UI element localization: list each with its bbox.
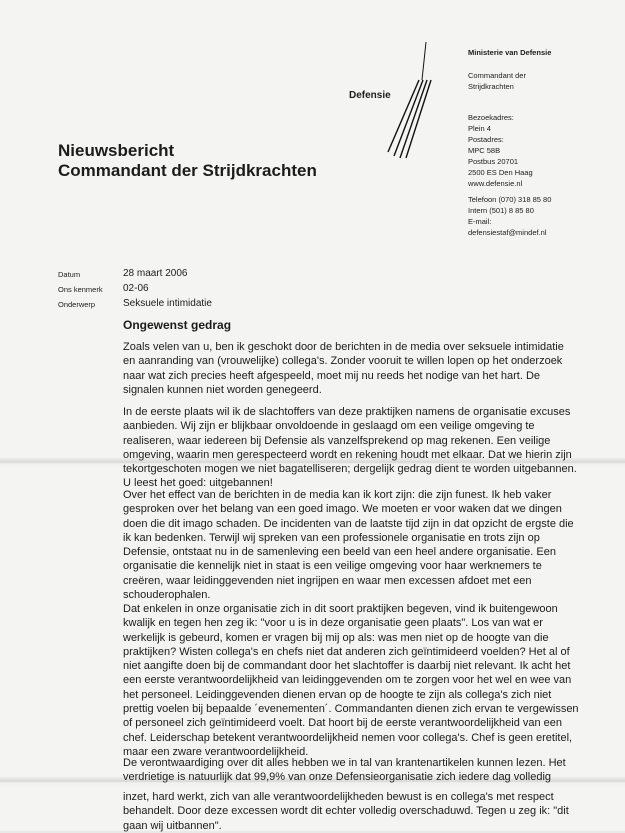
address-line: MPC 58B [468, 146, 501, 155]
title-line: Nieuwsbericht [58, 141, 175, 160]
date-label: Datum [58, 270, 81, 279]
reference-label: Ons kenmerk [58, 285, 103, 294]
email-link[interactable]: defensiestaf@mindef.nl [468, 228, 547, 237]
text-line: creëren, waar leidinggevenden niet ingrijpen en waar men excessen afdoet met een [123, 574, 532, 587]
text-line: doen die dit imago schaden. De incidenten van de laatste tijd zijn in dat opzicht de ergste die [123, 517, 574, 530]
text-line: Defensie, ontstaat nu in de samenleving een beeld van een heel andere organisatie. Een [123, 546, 556, 559]
org-line: Strijdkrachten [468, 82, 514, 91]
text-line: praktijken? Wisten collega's en chefs niet dat anderen zich geïntimideerd voelden? Het al of [123, 645, 570, 658]
text-line: U leest het goed: uitgebannen! [123, 477, 273, 490]
text-line: verdrietige is natuurlijk dat 99,9% van onze Defensieorganisatie zich iedere dag volledig [123, 771, 552, 784]
paragraph [123, 488, 574, 602]
text-line: kwalijk en tegen hen zeg ik: "voor u is in deze organisatie geen plaats". Los van wat er [123, 617, 543, 630]
address-line: Bezoekadres: [468, 113, 514, 122]
logo-wordmark: Defensie [349, 90, 391, 101]
phone-line: Intern (501) 8 85 80 [468, 206, 534, 215]
text-line: het personeel. Leidinggevenden dienen ervan op de hoogte te zijn als collega's zich niet [123, 688, 552, 701]
text-line: realiseren, waar iedereen bij Defensie als vanzelfsprekend op mag rekenen. Een veilige [123, 434, 551, 447]
subject-label: Onderwerp [58, 300, 96, 309]
text-line: een eerste verantwoordelijkheid van leidinggevenden om te zorgen voor het wel en wee van [123, 674, 572, 687]
text-line: maar een zware verantwoordelijkheid. [123, 745, 309, 758]
address-block [468, 112, 533, 189]
paragraph [123, 405, 577, 491]
text-line: ik kan bedenken. Terwijl wij spreken van een professionele organisatie en trots zijn op [123, 531, 540, 544]
org-line: Commandant der [468, 71, 526, 80]
ministry-name: Ministerie van Defensie [468, 48, 552, 57]
phone-line: Telefoon (070) 318 85 80 [468, 195, 552, 204]
text-line: In de eerste plaats wil ik de slachtoffers van deze praktijken namens de organisatie excuses [123, 406, 571, 418]
text-line: Over het effect van de berichten in de media kan ik kort zijn: die zijn funest. Ik heb vaker [123, 489, 552, 501]
date-value: 28 maart 2006 [123, 268, 188, 279]
text-line: gesproken over het belang van een goed imago. We moeten er voor waken dat we dingen [123, 503, 562, 516]
text-line: Zoals velen van u, ben ik geschokt door de berichten in de media over seksuele intimidatie [123, 341, 564, 353]
text-line: organisatie die kennelijk niet in staat is een veilige omgeving voor haar werknemers te [123, 560, 542, 573]
document-title [58, 141, 317, 181]
reference-value: 02-06 [123, 283, 149, 294]
text-line: De verontwaardiging over dit alles hebben we in tal van krantenartikelen kunnen lezen. Het [123, 757, 566, 769]
text-line: inzet, hard werkt, zich van alle verantwoordelijkheden bewust is en collega's met respect [123, 791, 554, 803]
text-line: behandelt. Door deze excessen wordt dit echter volledig overschaduwd. Tegen u zeg ik: "dit [123, 805, 569, 818]
paragraph [123, 790, 569, 833]
website-link[interactable]: www.defensie.nl [468, 179, 523, 188]
subject-value: Seksuele intimidatie [123, 298, 212, 309]
text-line: prettig voelen bij bepaalde ´evenementen´. Commandanten dienen zich ervan te vergewissen [123, 703, 579, 716]
text-line: tekortgeschoten mogen we niet bagatelliseren; dergelijk gedrag dient te worden uitgebannen. [123, 463, 577, 476]
text-line: schouderophalen. [123, 589, 211, 602]
title-line: Commandant der Strijdkrachten [58, 161, 317, 180]
text-line: gaan wij uitbannen". [123, 819, 222, 832]
text-line: of personeel zich geïntimideerd voelt. Dat hoort bij de eerste verantwoordelijkheid van een [123, 717, 563, 730]
text-line: signalen kunnen niet worden genegeerd. [123, 383, 322, 396]
text-line: omgeving, waarin men gerespecteerd wordt en rekening houdt met elkaar. Dat we hierin zijn [123, 448, 572, 461]
text-line: en aanranding van (vrouwelijke) collega's. Zonder vooruit te willen lopen op het onderzoek [123, 355, 563, 368]
paragraph [123, 602, 579, 759]
address-line: 2500 ES Den Haag [468, 168, 533, 177]
email-label: E-mail: [468, 217, 492, 226]
text-line: werkelijk is gebeurd, komen er vragen bij mij op als: was men niet op de hoogte van die [123, 631, 549, 644]
paragraph [123, 340, 563, 397]
text-line: niet aangifte doen bij de commandant door het slachtoffer is daarbij niet relevant. Ik acht het [123, 660, 571, 673]
section-heading: Ongewenst gedrag [123, 318, 232, 332]
paragraph [123, 756, 566, 785]
contact-block [468, 194, 551, 238]
text-line: chef. Leiderschap betekent verantwoordelijkheid nemen voor collega's. Chef is geen eretitel, [123, 731, 573, 744]
text-line: aanbieden. Wij zijn er blijkbaar onvoldoende in geslaagd om een veilige omgeving te [123, 420, 535, 433]
address-line: Postadres: [468, 135, 504, 144]
text-line: naar wat zich precies heeft afgespeeld, moet mij nu reeds het nodige van het hart. De [123, 369, 541, 382]
text-line: Dat enkelen in onze organisatie zich in dit soort praktijken begeven, vind ik buitengewoon [123, 603, 558, 615]
address-line: Postbus 20701 [468, 157, 519, 166]
address-line: Plein 4 [468, 124, 491, 133]
org-block [468, 70, 526, 92]
